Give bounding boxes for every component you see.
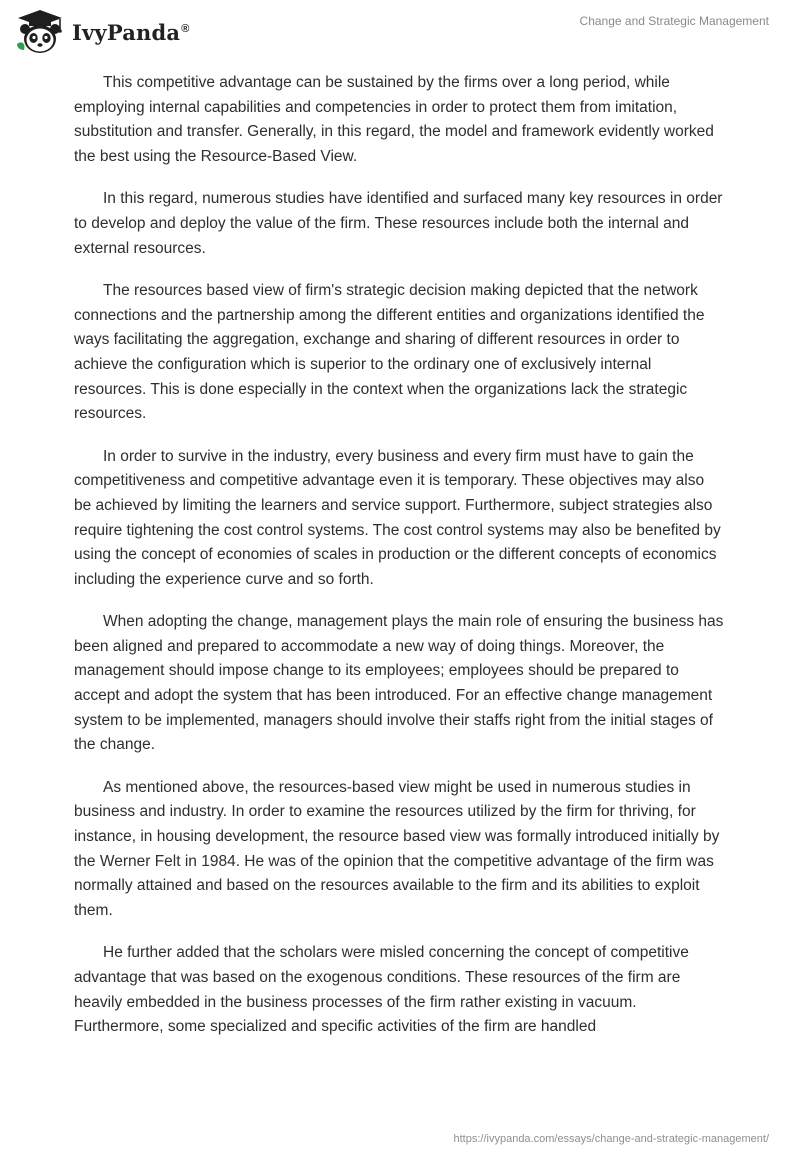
essay-body	[74, 71, 724, 1058]
registered-mark: ®	[181, 22, 190, 35]
document-title: Change and Strategic Management	[579, 14, 769, 28]
source-url-link[interactable]: https://ivypanda.com/essays/change-and-strategic-management/	[453, 1133, 769, 1145]
paragraph: In order to survive in the industry, every business and every firm must have to gain the competitiveness and competitive advantage even it is temporary. These objectives may also be achieved by limiting the learners and service support. Furthermore, subject strategies also require tightening the cost control systems. The cost control systems may also be benefited by using the concept of economies of scales in production or the different concepts of economics including the experience curve and so forth.	[74, 447, 721, 588]
brand-name: IvyPanda®	[72, 19, 190, 45]
paragraph: The resources based view of firm's strategic decision making depicted that the network connections and the partnership among the different entities and organizations identified the ways facilitating the aggregation, exchange and sharing of different resources in order to achieve the configuration which is superior to the ordinary one of exclusively internal resources. This is done especially in the context when the organizations lack the strategic resources.	[74, 282, 705, 423]
paragraph: As mentioned above, the resources-based view might be used in numerous studies in business and industry. In order to examine the resources utilized by the firm for thriving, for instance, in housing development, the resource based view was formally introduced initially by the Werner Felt in 1984. He was of the opinion that the competitive advantage of the firm was normally attained and based on the resources available to the firm and its abilities to exploit them.	[74, 778, 720, 919]
panda-graduate-icon	[14, 8, 66, 56]
ivypanda-logo[interactable]	[14, 8, 190, 56]
page-header	[0, 0, 800, 60]
paragraph: When adopting the change, management plays the main role of ensuring the business has been aligned and prepared to accommodate a new way of doing things. Moreover, the management should impose change to its employees; employees should be prepared to accept and adopt the system that has been introduced. For an effective change management system to be implemented, managers should involve their staffs right from the initial stages of the change.	[74, 613, 724, 754]
paragraph: In this regard, numerous studies have identified and surfaced many key resources in order to develop and deploy the value of the firm. These resources include both the internal and external resources.	[74, 190, 723, 257]
paragraph: This competitive advantage can be sustained by the firms over a long period, while employing internal capabilities and competencies in order to protect them from imitation, substitution and transfer. Generally, in this regard, the model and framework evidently worked the best using the Resource-Based View.	[74, 74, 714, 165]
paragraph: He further added that the scholars were misled concerning the concept of competitive advantage that was based on the exogenous conditions. These resources of the firm are heavily embedded in the business processes of the firm rather existing in vacuum. Furthermore, some specialized and specific activities of the firm are handled	[74, 944, 689, 1036]
